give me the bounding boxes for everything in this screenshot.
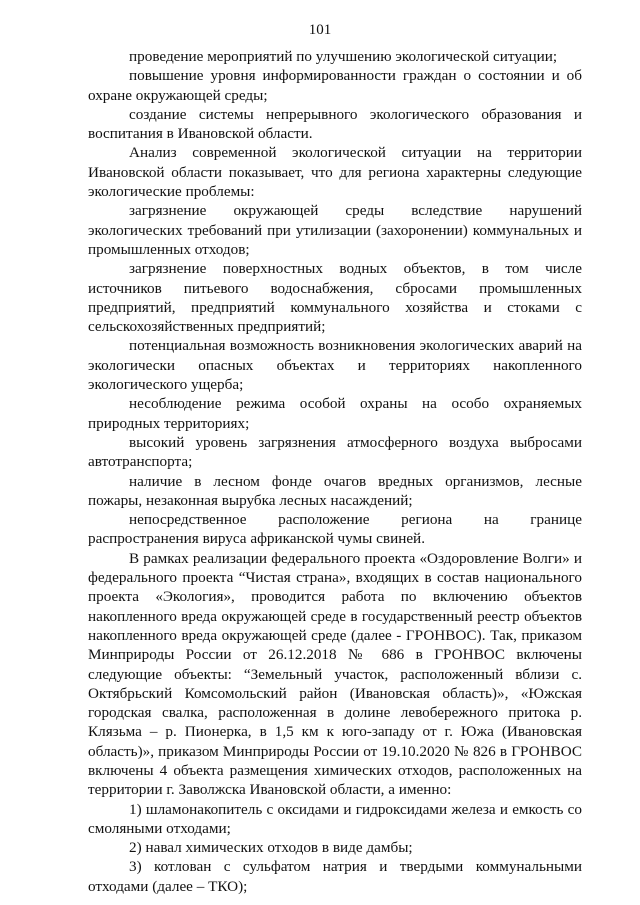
- paragraph: потенциальная возможность возникновения экологических аварий на экологически опасных объектах и территориях накопленного экологического ущерба;: [88, 337, 582, 394]
- paragraph: 1) шламонакопитель с оксидами и гидроксидами железа и емкость со смоляными отходами;: [88, 800, 582, 837]
- paragraph: несоблюдение режима особой охраны на особо охраняемых природных территориях;: [88, 395, 582, 432]
- document-body: [88, 47, 582, 896]
- paragraph: непосредственное расположение региона на границе распространения вируса африканской чумы свиней.: [88, 511, 582, 548]
- paragraph: 2) навал химических отходов в виде дамбы;: [129, 839, 413, 857]
- paragraph: высокий уровень загрязнения атмосферного воздуха выбросами автотранспорта;: [88, 433, 582, 471]
- page-number: 101: [308, 22, 332, 38]
- paragraph: загрязнение поверхностных водных объектов, в том числе источников питьевого водоснабжения, сбросами промышленных предприятий, предприятий коммунального хозяйства и стоками с сельскохозяйственных предприятий;: [88, 260, 582, 336]
- paragraph: наличие в лесном фонде очагов вредных организмов, лесные пожары, незаконная вырубка лесных насаждений;: [88, 472, 582, 509]
- paragraph: В рамках реализации федерального проекта «Оздоровление Волги» и федерального проекта “Чистая страна», входящих в состав национального проекта «Экология», проводится работа по включению объектов накопленного вреда окружающей среде в государственный реестр объектов накопленного вреда окружающей среде (далее - ГРОНВОС). Так, приказом Минприроды России от 26.12.2018 № 686 в ГРОНВОС включены следующие объекты: “Земельный участок, расположенный вблизи с. Октябрьский Комсомольский район (Ивановская область)», «Южская городская свалка, расположенная в долине левобережного притока р. Клязьма – р. Пионерка, в 1,5 км к юго-западу от г. Южа (Ивановская область)», приказом Минприроды России от 19.10.2020 № 826 в ГРОНВОС включены 4 объекта размещения химических отходов, расположенных на территории г. Заволжска Ивановской области, а именно:: [88, 549, 582, 799]
- paragraph: загрязнение окружающей среды вследствие нарушений экологических требований при утилизации (захоронении) коммунальных и промышленных отходов;: [88, 202, 582, 258]
- paragraph: повышение уровня информированности граждан о состоянии и об охране окружающей среды;: [88, 67, 582, 104]
- paragraph: Анализ современной экологической ситуации на территории Ивановской области показывает, что для региона характерны следующие экологические проблемы:: [88, 144, 582, 201]
- paragraph: 3) котлован с сульфатом натрия и твердыми коммунальными отходами (далее – ТКО);: [88, 858, 582, 895]
- paragraph: создание системы непрерывного экологического образования и воспитания в Ивановской области.: [88, 105, 582, 143]
- paragraph: проведение мероприятий по улучшению экологической ситуации;: [129, 48, 558, 65]
